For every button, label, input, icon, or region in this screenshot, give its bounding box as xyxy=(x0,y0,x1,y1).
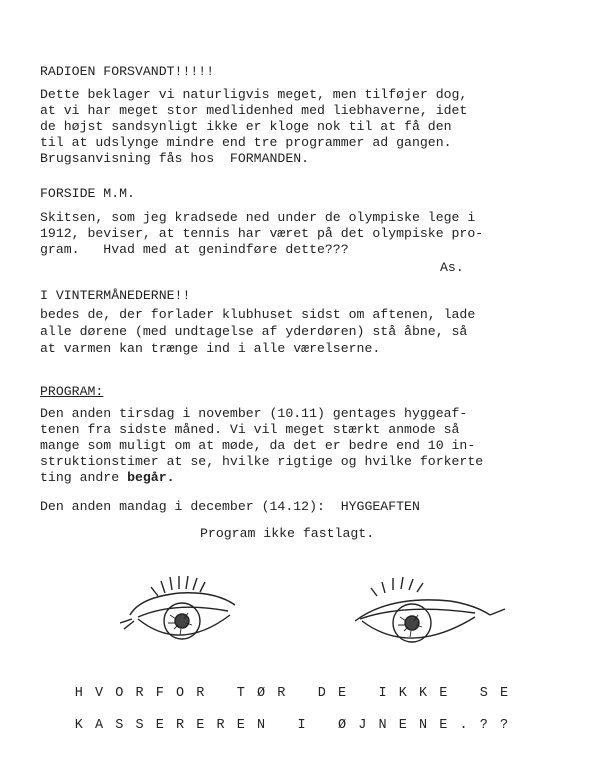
text-line: Brugsanvisning fås hos FORMANDEN. xyxy=(40,151,310,166)
text-line: 1912, beviser, at tennis har været på det olympiske pro- xyxy=(40,226,484,241)
text-line: alle dørene (med undtagelse af yderdøren) stå åbne, så xyxy=(40,324,468,339)
heading-forside: FORSIDE M.M. xyxy=(40,186,135,201)
eyes-drawing xyxy=(120,575,510,660)
heading-radio: RADIOEN FORSVANDT!!!!! xyxy=(40,64,215,79)
text-line: Dette beklager vi naturligvis meget, men tilføjer dog, xyxy=(40,87,468,102)
text-line: Den anden tirsdag i november (10.11) gentages hyggeaf- xyxy=(40,406,468,421)
text-line: de højst sandsynligt ikke er kloge nok til at få den xyxy=(40,119,452,134)
left-eye-icon xyxy=(120,576,235,639)
heading-program: PROGRAM: xyxy=(40,384,104,399)
text-line: mange som muligt om at møde, da det er bedre end 10 in- xyxy=(40,438,476,453)
text-line: struktionstimer at se, hvilke rigtige og hvilke forkerte xyxy=(40,454,484,469)
text-line: til at udslynge mindre end tre programmer ad gangen. xyxy=(40,135,452,150)
right-eye-icon xyxy=(355,577,505,642)
text-fragment: ting andre xyxy=(40,470,128,485)
program-note: Program ikke fastlagt. xyxy=(200,526,375,541)
heading-vintermaanederne: I VINTERMÅNEDERNE!! xyxy=(40,288,191,303)
signature: As. xyxy=(440,260,464,275)
text-line: Skitsen, som jeg kradsede ned under de olympiske lege i xyxy=(40,210,476,225)
text-line: bedes de, der forlader klubhuset sidst om aftenen, lade xyxy=(40,307,476,322)
text-line: gram. Hvad med at genindføre dette??? xyxy=(40,242,349,257)
closing-line-2: KASSEREREN I ØJNENE.?? xyxy=(74,718,521,733)
text-line: at varmen kan trænge ind i alle værelserne. xyxy=(40,341,381,356)
text-line: tenen fra sidste måned. Vi vil meget stærkt anmode så xyxy=(40,422,460,437)
december-line: Den anden mandag i december (14.12): HYGGEAFTEN xyxy=(40,499,420,514)
text-line: at vi har meget stor medlidenhed med liebhaverne, idet xyxy=(40,103,468,118)
closing-line-1: HVORFOR TØR DE IKKE SE xyxy=(74,686,521,701)
bold-word: begår. xyxy=(127,470,175,485)
text-line-last xyxy=(40,470,175,486)
